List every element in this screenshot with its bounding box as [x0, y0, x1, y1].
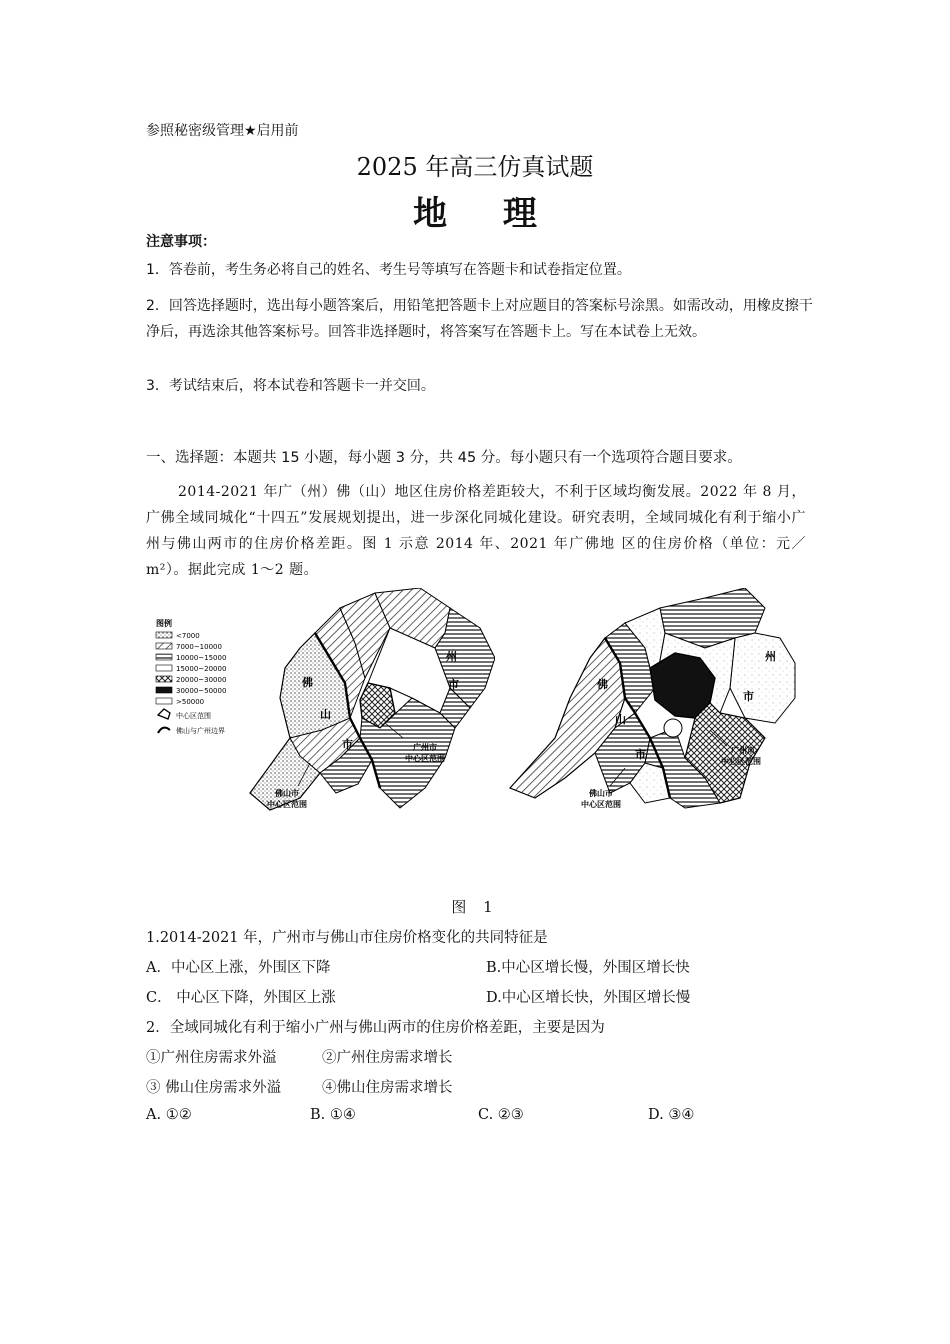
q2-option-d: D. ③④ [648, 1107, 695, 1123]
legend-item: 7000~10000 [176, 643, 222, 651]
map-label-foshan: 佛 [597, 678, 608, 691]
map-2021 [505, 588, 800, 823]
fs-center-label: 佛山市 [275, 789, 299, 798]
map-legend [156, 618, 226, 735]
fs-center-label: 中心区范围 [581, 800, 621, 809]
gz-center-label: 中心区范围 [405, 754, 445, 763]
legend-title: 图例 [156, 619, 172, 628]
map-label-guangzhou: 市 [448, 678, 459, 691]
q1-option-c: C． 中心区下降，外围区上涨 [146, 990, 336, 1006]
section-heading: 一、选择题：本题共 15 小题，每小题 3 分，共 45 分。每小题只有一个选项符合题目要求。 [146, 450, 742, 466]
legend-item: <7000 [176, 632, 200, 640]
map-label-foshan: 市 [635, 748, 646, 761]
legend-item: 30000~50000 [176, 687, 227, 695]
q1-option-d: D.中心区增长快，外围区增长慢 [486, 990, 691, 1006]
question-2-stem: 2．全域同城化有利于缩小广州与佛山两市的住房价格差距，主要是因为 [146, 1020, 605, 1036]
fs-center-label: 佛山市 [589, 789, 613, 798]
gz-center-label: 广州市 [413, 743, 437, 752]
subject-title: 地 理 [413, 194, 559, 234]
map-label-guangzhou: 州 [446, 650, 457, 663]
map-label-foshan: 市 [342, 738, 353, 751]
map-label-foshan: 山 [615, 713, 626, 726]
q2-option-a: A. ①② [146, 1107, 192, 1123]
notice-heading: 注意事项： [146, 234, 216, 250]
map-label-foshan: 佛 [302, 676, 313, 689]
q2-statement: ③ 佛山住房需求外溢 [146, 1080, 282, 1096]
notice-item-1: 1．答卷前，考生务必将自己的姓名、考生号等填写在答题卡和试卷指定位置。 [146, 262, 631, 278]
legend-item: >50000 [176, 698, 205, 706]
legend-item: 20000~30000 [176, 676, 227, 684]
legend-item: 中心区范围 [176, 712, 211, 720]
legend-item: 佛山与广州边界 [176, 727, 225, 735]
map-2014 [150, 588, 495, 823]
q2-option-c: C. ②③ [478, 1107, 524, 1123]
question-1-stem: 1.2014-2021 年，广州市与佛山市住房价格变化的共同特征是 [146, 930, 548, 946]
q1-option-a: A．中心区上涨，外围区下降 [146, 960, 331, 976]
passage: 2014-2021 年广（州）佛（山）地区住房价格差距较大，不利于区域均衡发展。2022 年 8 月，广佛全域同城化“十四五”发展规划提出，进一步深化同城化建设。研究表明，全域同城化有利于缩小广州与佛山两市的住房价格差距。图 1 示意 2014 年、2021 年广佛地 区的住房价格（单位：元／m²）。据此完成 1～2 题。 [146, 484, 806, 578]
notice-item-3: 3．考试结束后，将本试卷和答题卡一并交回。 [146, 378, 435, 394]
q2-statement: ①广州住房需求外溢 [146, 1050, 277, 1066]
gz-center-label: 中心区范围 [721, 757, 761, 766]
q2-statement: ④佛山住房需求增长 [322, 1080, 453, 1096]
notice-item-2: 2．回答选择题时，选出每小题答案后，用铅笔把答题卡上对应题目的答案标号涂黑。如需改动，用橡皮擦干净后，再选涂其他答案标号。回答非选择题时，将答案写在答题卡上。写在本试卷上无效。 [146, 298, 813, 340]
gz-center-label: 广州市 [731, 746, 755, 755]
fs-center-label: 中心区范围 [267, 800, 307, 809]
legend-item: 15000~20000 [176, 665, 227, 673]
confidentiality-note: 参照秘密级管理★启用前 [146, 123, 299, 139]
map-label-guangzhou: 市 [743, 690, 754, 703]
q1-option-b: B.中心区增长慢，外围区增长快 [486, 960, 690, 976]
legend-item: 10000~15000 [176, 654, 227, 662]
map-label-guangzhou: 州 [765, 650, 776, 663]
q2-option-b: B. ①④ [310, 1107, 356, 1123]
map-label-foshan: 山 [320, 708, 331, 721]
q2-statement: ②广州住房需求增长 [322, 1050, 453, 1066]
figure-caption: 图 1 [451, 898, 499, 916]
exam-title: 2025 年高三仿真试题 [356, 153, 594, 181]
